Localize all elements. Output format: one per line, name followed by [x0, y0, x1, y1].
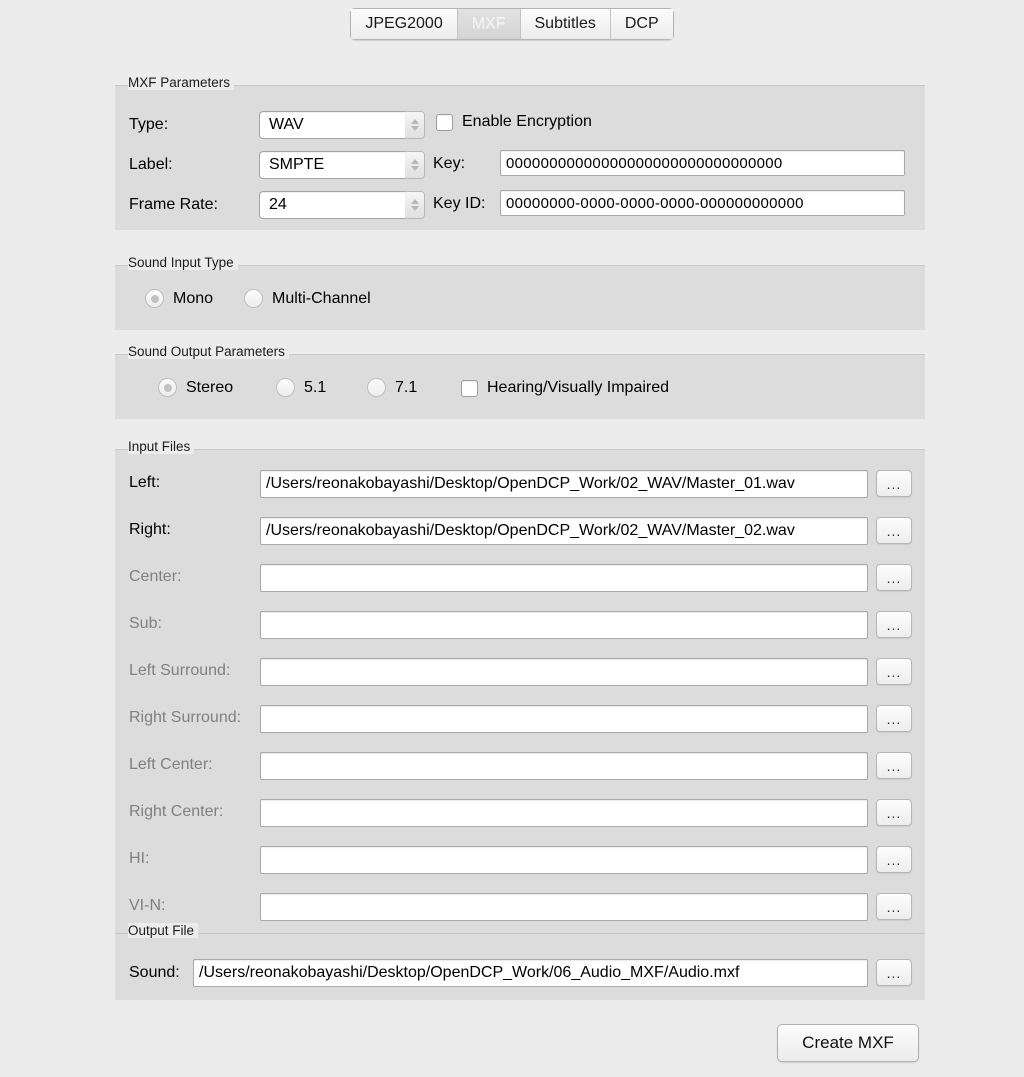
- radio-51[interactable]: [276, 378, 326, 397]
- label-label: Label:: [129, 156, 173, 173]
- output-file-title: Output File: [128, 923, 198, 938]
- left-label: Left:: [129, 474, 161, 491]
- sub-browse-button[interactable]: ...: [876, 611, 912, 638]
- sound-output-browse-button[interactable]: ...: [876, 959, 912, 986]
- right-surround-label: Right Surround:: [129, 709, 242, 726]
- type-combobox[interactable]: [259, 111, 425, 139]
- input-files-title: Input Files: [128, 439, 194, 454]
- hearing-visually-impaired-checkbox[interactable]: [461, 379, 669, 397]
- vi-n-label: VI-N:: [129, 897, 166, 914]
- mxf-parameters-group: [115, 75, 925, 230]
- frame-rate-combobox[interactable]: [259, 191, 425, 219]
- tab-dcp[interactable]: DCP: [611, 9, 673, 39]
- frame-rate-combobox-value: 24: [259, 191, 405, 219]
- left-browse-button[interactable]: ...: [876, 470, 912, 497]
- mxf-panel: [0, 46, 1024, 1077]
- tab-jpeg2000[interactable]: JPEG2000: [351, 9, 457, 39]
- key-id-input[interactable]: 00000000-0000-0000-0000-000000000000: [500, 190, 905, 216]
- tab-mxf[interactable]: MXF: [458, 9, 521, 39]
- sound-output-input[interactable]: /Users/reonakobayashi/Desktop/OpenDCP_Work/06_Audio_MXF/Audio.mxf: [193, 959, 868, 987]
- center-label: Center:: [129, 568, 182, 585]
- right-browse-button[interactable]: ...: [876, 517, 912, 544]
- checkbox-box-icon: [436, 114, 453, 131]
- enable-encryption-label: Enable Encryption: [462, 113, 592, 130]
- checkbox-box-icon: [461, 380, 478, 397]
- chevron-up-icon: [411, 119, 419, 124]
- left-input[interactable]: /Users/reonakobayashi/Desktop/OpenDCP_Work/02_WAV/Master_01.wav: [260, 470, 868, 498]
- sound-label: Sound:: [129, 964, 180, 981]
- label-combobox[interactable]: [259, 151, 425, 179]
- left-center-input[interactable]: [260, 752, 868, 780]
- key-input[interactable]: 00000000000000000000000000000000: [500, 150, 905, 176]
- sub-label: Sub:: [129, 615, 162, 632]
- key-id-label: Key ID:: [433, 195, 486, 212]
- left-center-label: Left Center:: [129, 756, 213, 773]
- radio-71-label: 7.1: [395, 378, 418, 396]
- left-surround-label: Left Surround:: [129, 662, 231, 679]
- label-combobox-value: SMPTE: [259, 151, 405, 179]
- mxf-parameters-title: MXF Parameters: [128, 75, 234, 90]
- chevron-up-icon: [411, 199, 419, 204]
- tab-bar: [0, 0, 1024, 46]
- radio-circle-icon: [367, 378, 386, 397]
- sound-input-type-group: [115, 255, 925, 330]
- left-surround-browse-button[interactable]: ...: [876, 658, 912, 685]
- chevron-down-icon: [411, 206, 419, 211]
- frame-rate-label: Frame Rate:: [129, 196, 218, 213]
- radio-mono[interactable]: [145, 289, 213, 308]
- radio-stereo-label: Stereo: [186, 378, 234, 396]
- radio-multi-channel[interactable]: [244, 289, 371, 308]
- type-stepper[interactable]: [405, 111, 425, 139]
- label-stepper[interactable]: [405, 151, 425, 179]
- sound-output-parameters-group: [115, 344, 925, 419]
- right-input[interactable]: /Users/reonakobayashi/Desktop/OpenDCP_Work/02_WAV/Master_02.wav: [260, 517, 868, 545]
- chevron-down-icon: [411, 166, 419, 171]
- enable-encryption-checkbox[interactable]: [436, 113, 592, 131]
- create-mxf-button[interactable]: Create MXF: [777, 1024, 919, 1062]
- output-file-group: [115, 923, 925, 1000]
- vi-n-input[interactable]: [260, 893, 868, 921]
- type-combobox-value: WAV: [259, 111, 405, 139]
- radio-circle-icon: [244, 289, 263, 308]
- left-center-browse-button[interactable]: ...: [876, 752, 912, 779]
- right-center-input[interactable]: [260, 799, 868, 827]
- chevron-up-icon: [411, 159, 419, 164]
- right-center-browse-button[interactable]: ...: [876, 799, 912, 826]
- left-surround-input[interactable]: [260, 658, 868, 686]
- type-label: Type:: [129, 116, 169, 133]
- right-surround-input[interactable]: [260, 705, 868, 733]
- tab-subtitles[interactable]: Subtitles: [521, 9, 611, 39]
- right-center-label: Right Center:: [129, 803, 224, 820]
- input-files-group: [115, 439, 925, 961]
- right-surround-browse-button[interactable]: ...: [876, 705, 912, 732]
- hi-input[interactable]: [260, 846, 868, 874]
- radio-circle-icon: [145, 289, 164, 308]
- center-input[interactable]: [260, 564, 868, 592]
- chevron-down-icon: [411, 126, 419, 131]
- center-browse-button[interactable]: ...: [876, 564, 912, 591]
- right-label: Right:: [129, 521, 171, 538]
- radio-71[interactable]: [367, 378, 417, 397]
- vi-n-browse-button[interactable]: ...: [876, 893, 912, 920]
- hearing-visually-impaired-label: Hearing/Visually Impaired: [487, 379, 670, 396]
- key-label: Key:: [433, 155, 466, 172]
- radio-mono-label: Mono: [173, 289, 214, 307]
- radio-circle-icon: [158, 378, 177, 397]
- sub-input[interactable]: [260, 611, 868, 639]
- radio-circle-icon: [276, 378, 295, 397]
- frame-rate-stepper[interactable]: [405, 191, 425, 219]
- radio-multi-channel-label: Multi-Channel: [272, 289, 371, 307]
- hi-label: HI:: [129, 850, 150, 867]
- hi-browse-button[interactable]: ...: [876, 846, 912, 873]
- radio-stereo[interactable]: [158, 378, 233, 397]
- sound-output-parameters-title: Sound Output Parameters: [128, 344, 289, 359]
- radio-51-label: 5.1: [304, 378, 327, 396]
- sound-input-type-title: Sound Input Type: [128, 255, 238, 270]
- tab-group: [350, 8, 673, 40]
